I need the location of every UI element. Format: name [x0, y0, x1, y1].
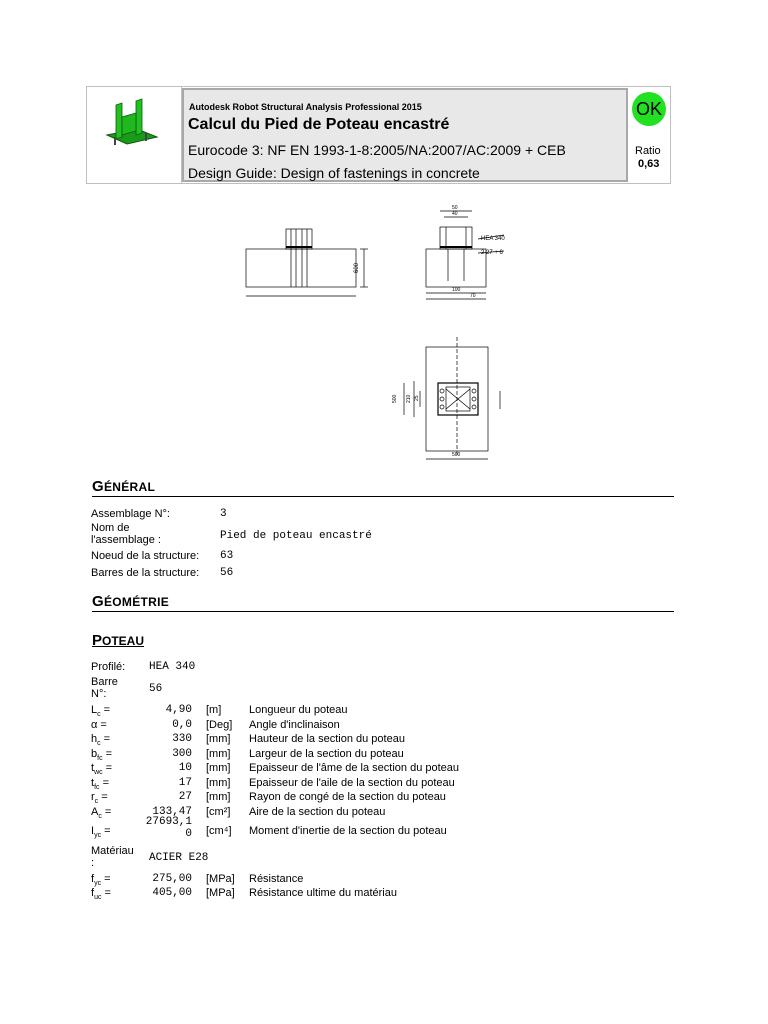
material-strength-unit: [MPa] [206, 887, 235, 899]
column-property-value: 330 [172, 733, 192, 745]
elevation-view [246, 229, 368, 296]
iyc-symbol: $I_{yc}$ = [91, 825, 111, 840]
column-property-value: 17 [178, 776, 192, 789]
column-property-unit: [mm] [206, 733, 231, 745]
status-badge: OK [632, 92, 666, 126]
section-rule-general [92, 496, 674, 497]
assembly-name-label: Nom de l'assemblage : [91, 522, 161, 546]
column-property-value: 4,90 [165, 704, 192, 716]
report-header [86, 86, 671, 184]
column-property-description: Epaisseur de l'aile de la section du poteau [249, 776, 455, 789]
profile-callout: HEA 340 [481, 236, 505, 242]
logo-cell [87, 87, 182, 183]
assembly-number-value: 3 [220, 508, 227, 520]
ratio-value: 0,63 [638, 158, 660, 170]
column-property-value: 27 [178, 791, 192, 803]
column-property-description: Hauteur de la section du poteau [249, 733, 405, 745]
software-name: Autodesk Robot Structural Analysis Professional 2015 [189, 102, 422, 112]
section-title-geometry: GÉOMÉTRIE [92, 593, 170, 610]
column-property-symbol: $h_c$ = [91, 733, 111, 748]
section-dim-top-1: 50 [452, 205, 458, 211]
section-title-general: GÉNÉRAL [92, 478, 156, 495]
material-strength-description: Résistance [249, 873, 304, 885]
report-title: Calcul du Pied de Poteau encastré [188, 116, 450, 133]
structure-bars-value: 56 [220, 567, 234, 579]
technical-drawings [0, 195, 768, 465]
column-property-value: 133,47 [152, 805, 192, 818]
section-rule-geometry [92, 611, 674, 612]
column-base-icon [87, 87, 181, 183]
material-label: Matériau : [91, 845, 134, 869]
bar-value: 56 [149, 683, 163, 695]
column-property-symbol: $r_c$ = [91, 791, 108, 806]
structure-bars-label: Barres de la structure: [91, 567, 200, 579]
iyc-unit: [cm⁴] [206, 825, 232, 837]
column-property-description: Angle d'inclinaison [249, 718, 340, 731]
material-strength-value: 275,00 [152, 873, 192, 885]
plan-view [392, 337, 500, 459]
column-property-description: Longueur du poteau [249, 704, 348, 716]
ratio-label: Ratio [635, 145, 661, 157]
ratio-cell [629, 87, 670, 183]
column-property-symbol: $L_c$ = [91, 704, 111, 719]
column-property-description: Epaisseur de l'âme de la section du poteau [249, 762, 460, 774]
plan-dim-left-1: 500 [392, 394, 398, 403]
column-property-unit: [cm²] [206, 805, 231, 818]
elev-dim-height: 600 [354, 262, 360, 273]
column-property-unit: [mm] [206, 776, 231, 789]
profile-label: Profilé: [91, 661, 126, 673]
profile-value: HEA 340 [149, 661, 196, 673]
column-property-value: 300 [172, 747, 192, 760]
section-view [426, 205, 505, 299]
column-property-unit: [m] [206, 704, 222, 716]
column-property-unit: [mm] [206, 791, 231, 803]
material-strength-value: 405,00 [152, 887, 192, 899]
drawings-svg [0, 195, 768, 465]
subsection-title-column: POTEAU [92, 632, 145, 649]
plan-dim-left-2: 210 [406, 394, 412, 403]
column-property-symbol: $t_{fc}$ = [91, 776, 109, 791]
plan-dim-left-3: 25 [414, 395, 420, 401]
design-guide: Design Guide: Design of fastenings in concrete [188, 165, 480, 181]
material-strength-unit: [MPa] [206, 873, 235, 885]
column-property-description: Rayon de congé de la section du poteau [249, 791, 446, 803]
section-dim-bottom-1: 100 [452, 287, 461, 293]
column-property-symbol: $A_c$ = [91, 805, 112, 820]
bolt-callout: 2 27 + 6 [481, 250, 503, 256]
bar-label: Barre N°: [91, 676, 118, 700]
material-strength-symbol: $f_{yc}$ = [91, 873, 111, 888]
design-code: Eurocode 3: NF EN 1993-1-8:2005/NA:2007/AC:2009 + CEB [188, 142, 566, 158]
column-property-value: 0,0 [172, 718, 192, 731]
structure-node-label: Noeud de la structure: [91, 550, 200, 562]
column-property-symbol: α = [91, 718, 107, 731]
column-property-description: Aire de la section du poteau [249, 805, 386, 818]
assembly-number-label: Assemblage N°: [91, 508, 170, 520]
column-property-value: 10 [178, 762, 192, 774]
column-property-description: Largeur de la section du poteau [249, 747, 404, 760]
column-property-symbol: $t_{wc}$ = [91, 762, 113, 777]
material-strength-symbol: $f_{uc}$ = [91, 887, 111, 902]
assembly-name-value: Pied de poteau encastré [220, 530, 372, 542]
section-dim-bottom-2: 70 [470, 293, 476, 299]
section-dim-top-2: 40 [452, 211, 458, 217]
iyc-value: 27693,1 0 [145, 816, 192, 840]
column-property-unit: [mm] [206, 747, 231, 760]
structure-node-value: 63 [220, 550, 234, 562]
column-property-symbol: $b_{fc}$ = [91, 747, 113, 762]
material-strength-description: Résistance ultime du matériau [249, 887, 397, 899]
plan-dim-bottom: 500 [452, 452, 461, 458]
column-property-unit: [mm] [206, 762, 231, 774]
iyc-description: Moment d'inertie de la section du poteau [249, 825, 447, 837]
material-value: ACIER E28 [149, 852, 209, 864]
column-property-unit: [Deg] [206, 718, 233, 731]
report-title-block [182, 88, 628, 182]
